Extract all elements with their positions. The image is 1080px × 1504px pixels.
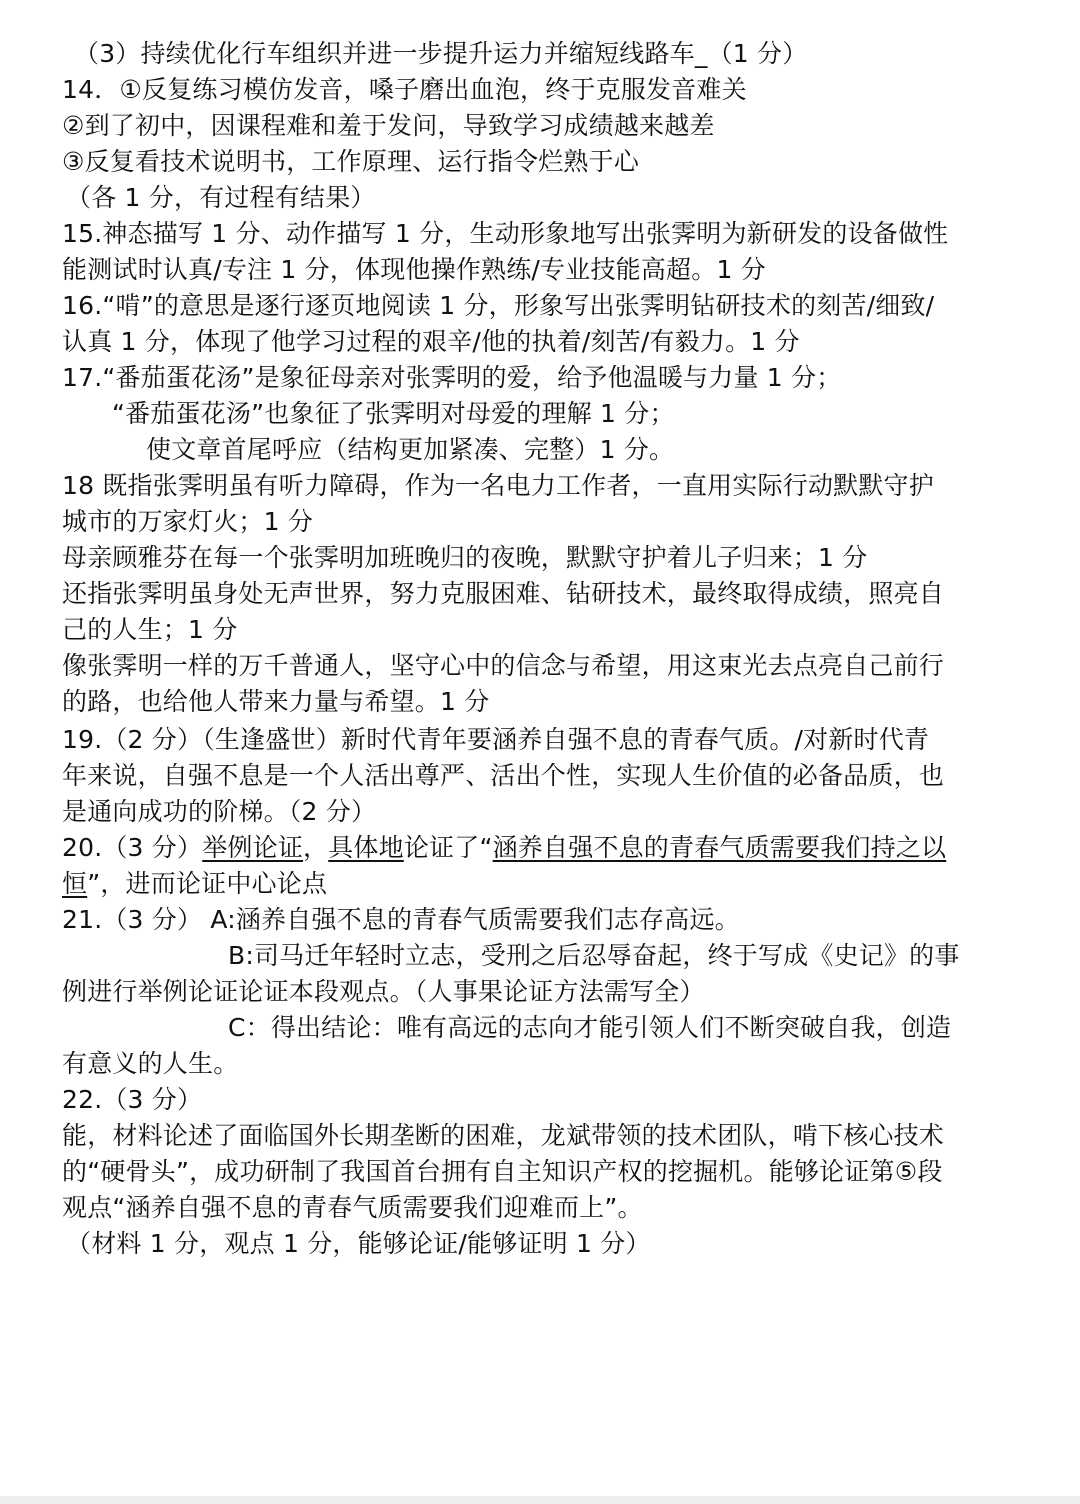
answer-13-3: （3）持续优化行车组织并进一步提升运力并缩短线路车_（1 分）	[74, 39, 808, 68]
answer-22-line3: 观点“涵养自强不息的青春气质需要我们迎难而上”。	[62, 1193, 643, 1222]
bottom-edge-divider	[0, 1496, 1080, 1504]
answer-18-line6: 像张霁明一样的万千普通人，坚守心中的信念与希望，用这束光去点亮自己前行	[62, 651, 945, 680]
answer-20-rest: ”，进而论证中心论点	[87, 869, 328, 898]
answer-18-line5: 己的人生；1 分	[62, 615, 238, 644]
answer-22-line2: 的“硬骨头”，成功研制了我国首台拥有自主知识产权的挖掘机。能够论证第⑤段	[62, 1157, 943, 1186]
answer-20-underlined-thesis: 涵养自强不息的青春气质需要我们持之以	[492, 833, 947, 862]
answer-21-b1: B:司马迁年轻时立志，受刑之后忍辱奋起，终于写成《史记》的事	[228, 941, 960, 970]
answer-19-line1: 19.（2 分）（生逢盛世）新时代青年要涵养自强不息的青春气质。/对新时代青	[62, 725, 930, 754]
answer-21-c2: 有意义的人生。	[62, 1049, 239, 1078]
answer-20-prefix: 20.（3 分）	[62, 833, 203, 862]
answer-20-comma: ，	[303, 833, 329, 862]
answer-15-line2: 能测试时认真/专注 1 分，体现他操作熟练/专业技能高超。1 分	[62, 255, 766, 284]
answer-19-line3: 是通向成功的阶梯。（2 分）	[62, 797, 377, 826]
answer-17-line1: 17.“番茄蛋花汤”是象征母亲对张霁明的爱，给予他温暖与力量 1 分；	[62, 363, 842, 392]
answer-20-underlined-specific: 具体地	[328, 833, 404, 862]
answer-14-note: （各 1 分，有过程有结果）	[66, 183, 376, 212]
answer-18-line4: 还指张霁明虽身处无声世界，努力克服困难、钻研技术，最终取得成绩，照亮自	[62, 579, 945, 608]
answer-14-3: ③反复看技术说明书，工作原理、运行指令烂熟于心	[62, 147, 640, 176]
answer-20-underlined-method: 举例论证	[202, 833, 304, 862]
answer-16-line1: 16.“啃”的意思是逐行逐页地阅读 1 分，形象写出张霁明钻研技术的刻苦/细致/	[62, 291, 935, 320]
answer-14-2: ②到了初中，因课程难和羞于发问，导致学习成绩越来越差	[62, 111, 715, 140]
answer-20-mid: 论证了“	[403, 833, 493, 862]
answer-20-line2	[62, 866, 1026, 902]
answer-18-line1: 18 既指张霁明虽有听力障碍，作为一名电力工作者，一直用实际行动默默守护	[62, 471, 934, 500]
answer-17-line2: “番茄蛋花汤”也象征了张霁明对母爱的理解 1 分；	[112, 399, 675, 428]
answer-20-underlined-end: 恒	[62, 869, 88, 898]
answer-22-note: （材料 1 分，观点 1 分，能够论证/能够证明 1 分）	[66, 1229, 651, 1258]
answer-19-line2: 年来说，自强不息是一个人活出尊严、活出个性，实现人生价值的必备品质，也	[62, 761, 945, 790]
answer-14-1: 14．①反复练习模仿发音，嗓子磨出血泡，终于克服发音难关	[62, 75, 747, 104]
answer-18-line3: 母亲顾雅芬在每一个张霁明加班晚归的夜晚，默默守护着儿子归来；1 分	[62, 543, 868, 572]
answer-20-line1	[62, 830, 1026, 866]
answer-21-c1: C：得出结论：唯有高远的志向才能引领人们不断突破自我，创造	[228, 1013, 952, 1042]
answer-22-line1: 能，材料论述了面临国外长期垄断的困难，龙斌带领的技术团队，啃下核心技术	[62, 1121, 945, 1150]
answer-18-line2: 城市的万家灯火；1 分	[62, 507, 314, 536]
answer-22-head: 22.（3 分）	[62, 1085, 203, 1114]
answer-21-b2: 例进行举例论证论证本段观点。（人事果论证方法需写全）	[62, 977, 705, 1006]
answer-15-line1: 15.神态描写 1 分、动作描写 1 分，生动形象地写出张霁明为新研发的设备做性	[62, 219, 949, 248]
answer-16-line2: 认真 1 分，体现了他学习过程的艰辛/他的执着/刻苦/有毅力。1 分	[62, 327, 800, 356]
answer-18-line7: 的路，也给他人带来力量与希望。1 分	[62, 687, 490, 716]
answer-21-a: 21.（3 分） A:涵养自强不息的青春气质需要我们志存高远。	[62, 905, 740, 934]
answer-17-line3: 使文章首尾呼应（结构更加紧凑、完整）1 分。	[146, 435, 675, 464]
